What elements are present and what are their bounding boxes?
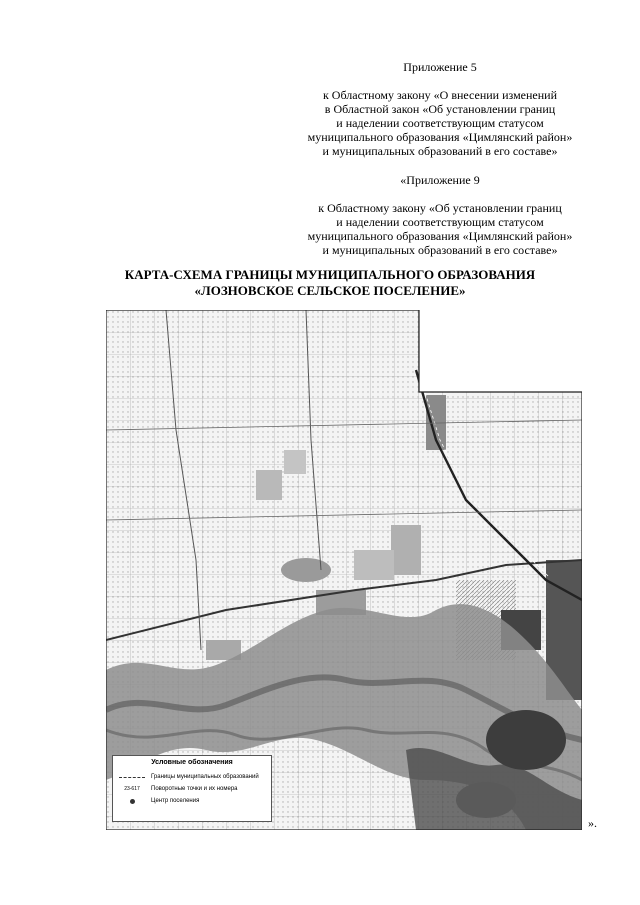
legend-label: Границы муниципальных образований xyxy=(151,774,259,780)
legend-item-turning-points xyxy=(113,783,271,795)
map-title-line-1: КАРТА-СХЕМА ГРАНИЦЫ МУНИЦИПАЛЬНОГО ОБРАЗОВАНИЯ xyxy=(124,267,536,282)
annex-9-line: к Областному закону «Об установлении границ xyxy=(318,201,562,215)
closing-quote: ». xyxy=(588,816,597,830)
annex-5-line: муниципального образования «Цимлянский район» xyxy=(307,130,573,144)
legend-item-center xyxy=(113,795,271,807)
annex-5-title: Приложение 5 xyxy=(403,60,477,74)
map-title-line-2: «ЛОЗНОВСКОЕ СЕЛЬСКОЕ ПОСЕЛЕНИЕ» xyxy=(194,283,466,298)
legend-label: Поворотные точки и их номера xyxy=(151,786,238,792)
settlement-center-dot-icon xyxy=(113,799,151,804)
legend-label: Центр поселения xyxy=(151,798,200,804)
annex-9-line: и наделении соответствующим статусом xyxy=(336,215,544,229)
annex-5-line: и муниципальных образований в его составе» xyxy=(322,144,558,158)
map-title xyxy=(60,267,600,299)
map-legend xyxy=(112,755,272,822)
legend-symbol-text: 23-617 xyxy=(124,786,140,792)
legend-title: Условные обозначения xyxy=(151,759,233,766)
annex-9-line: муниципального образования «Цимлянский район» xyxy=(307,229,573,243)
annex-9-line: и муниципальных образований в его составе» xyxy=(322,243,558,257)
annex-5-line: в Областной закон «Об установлении границ xyxy=(324,102,556,116)
map-scheme xyxy=(106,310,582,830)
map-image xyxy=(106,310,582,830)
annex-5-line: и наделении соответствующим статусом xyxy=(336,116,544,130)
annex-5-header xyxy=(290,60,590,158)
annex-5-line: к Областному закону «О внесении изменений xyxy=(322,88,558,102)
annex-9-header xyxy=(290,173,590,257)
annex-9-title: «Приложение 9 xyxy=(400,173,480,187)
boundary-line-icon xyxy=(113,777,151,778)
legend-item-boundary xyxy=(113,771,271,783)
